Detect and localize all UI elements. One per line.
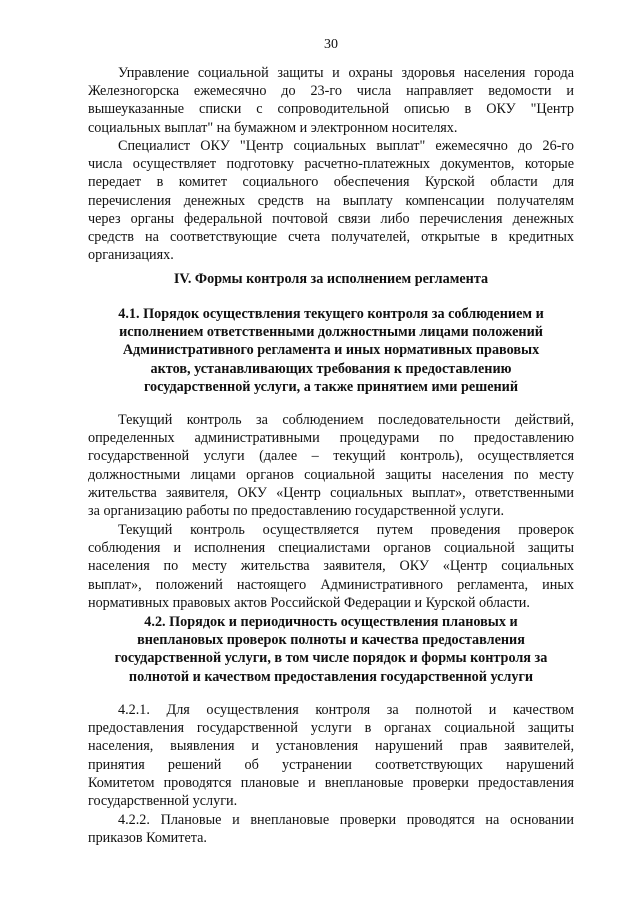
paragraph-line: населения по месту жительства заявителя, ОКУ «Центр социальных (88, 558, 574, 575)
page-number: 30 (324, 37, 338, 52)
paragraph-line: Специалист ОКУ "Центр социальных выплат" ежемесячно до 26-го (118, 138, 574, 154)
heading-line: внеплановых проверок полноты и качества предоставления (137, 632, 525, 649)
paragraph-4-2-2 (88, 811, 574, 847)
section-heading-iv (88, 270, 574, 288)
paragraph-line: государственной услуги. (88, 793, 238, 810)
subsection-heading-4-1 (88, 305, 574, 396)
paragraph-line: Текущий контроль осуществляется путем проведения проверок (118, 522, 574, 538)
paragraph-control-checks (88, 521, 574, 612)
paragraph-line: жительства заявителя, ОКУ «Центр социальных выплат», ответственными (88, 484, 574, 501)
heading-line: государственной услуги, а также принятием ими решений (143, 378, 519, 395)
heading-line: 4.1. Порядок осуществления текущего контроля за соблюдением и (118, 306, 544, 322)
heading-line: полнотой и качеством предоставления государственной услуги (128, 668, 534, 685)
paragraph-line: выплат», положений настоящего Административного регламента, иных (88, 576, 574, 593)
paragraph-4-2-1 (88, 701, 574, 810)
paragraph-line: нормативных правовых актов Российской Федерации и Курской области. (88, 594, 530, 611)
paragraph-line: организациях. (88, 247, 174, 264)
paragraph-current-control (88, 411, 574, 520)
paragraph-line: определенных административными процедурами по предоставлению (88, 430, 574, 447)
paragraph-line: приказов Комитета. (88, 830, 207, 847)
paragraph-line: Управление социальной защиты и охраны здоровья населения города (118, 65, 574, 81)
heading-line: исполнением ответственными должностными лицами положений (119, 324, 543, 341)
heading-line: IV. Формы контроля за исполнением регламента (173, 271, 489, 287)
paragraph-line: должностными лицами органов социальной защиты населения по месту (88, 466, 574, 483)
heading-line: актов, устанавливающих требования к предоставлению (150, 360, 512, 377)
paragraph-line: 4.2.1. Для осуществления контроля за полнотой и качеством (118, 702, 574, 718)
paragraph-line: средств на соответствующие счета получателей, открытые в кредитных (88, 229, 574, 246)
paragraph-line: принятия решений об устранении соответствующих нарушений (88, 756, 574, 773)
paragraph-line: соблюдения и исполнения специалистами органов социальной защиты (88, 540, 574, 557)
paragraph-line: передает в комитет социального обеспечения Курской области для (88, 174, 574, 191)
paragraph-oku-specialist (88, 137, 574, 264)
heading-line: государственной услуги, в том числе порядок и формы контроля за (114, 650, 548, 667)
paragraph-line: Текущий контроль за соблюдением последовательности действий, (118, 412, 574, 428)
paragraph-sozhzn-report (88, 64, 574, 137)
subsection-heading-4-2 (88, 613, 574, 686)
paragraph-line: предоставления государственной услуги в органах социальной защиты (88, 720, 574, 737)
paragraph-line: числа осуществляет подготовку расчетно-платежных документов, которые (88, 156, 574, 173)
paragraph-line: вышеуказанные списки с сопроводительной описью в ОКУ "Центр (88, 101, 574, 118)
paragraph-line: через органы федеральной почтовой связи либо перечисления денежных (88, 210, 574, 227)
paragraph-line: за организацию работы по предоставлению государственной услуги. (88, 503, 505, 520)
paragraph-line: населения, выявления и установления нарушений прав заявителей, (88, 738, 574, 755)
heading-line: Административного регламента и иных нормативных правовых (122, 342, 540, 359)
heading-line: 4.2. Порядок и периодичность осуществления плановых и (144, 614, 518, 630)
paragraph-line: 4.2.2. Плановые и внеплановые проверки проводятся на основании (118, 812, 574, 828)
paragraph-line: Железногорска ежемесячно до 23-го числа направляет ведомости и (88, 83, 574, 100)
paragraph-line: Комитетом проводятся плановые и внеплановые проверки предоставления (88, 774, 574, 791)
paragraph-line: социальных выплат" на бумажном и электронном носителях. (88, 119, 458, 136)
paragraph-line: перечисления денежных средств на выплату компенсации получателям (88, 192, 574, 209)
paragraph-line: государственной услуги (далее – текущий контроль), осуществляется (88, 448, 574, 465)
